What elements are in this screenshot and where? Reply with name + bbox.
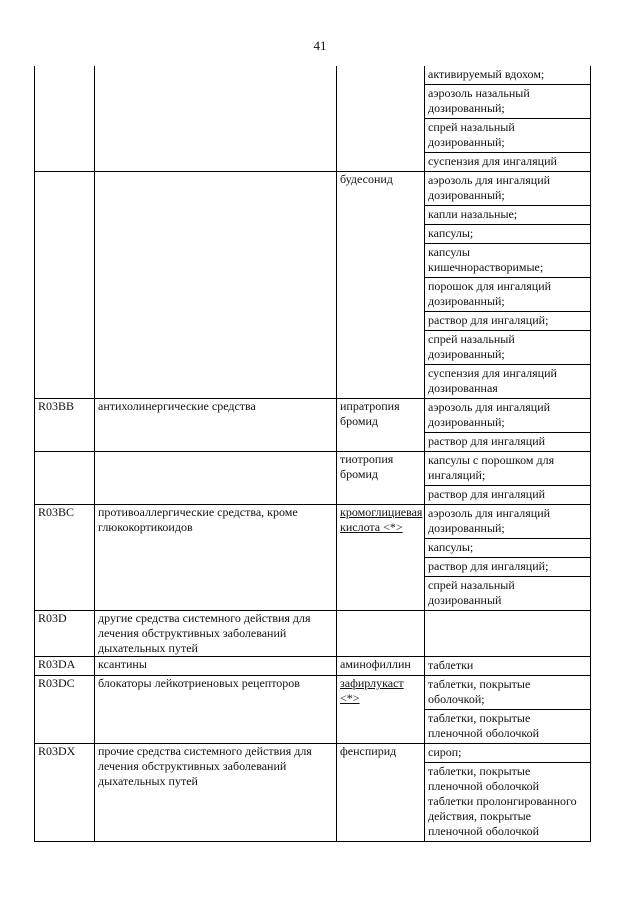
dosage-form: раствор для ингаляций; <box>425 558 590 577</box>
atc-code-cell <box>35 172 95 399</box>
table-body <box>35 66 591 842</box>
dosage-form: таблетки, покрытые оболочкой; <box>425 676 590 710</box>
group-name-cell <box>95 66 337 172</box>
dosage-form: спрей назальный дозированный <box>428 578 515 607</box>
atc-code-cell <box>35 452 95 505</box>
dosage-form: аэрозоль для ингаляций дозированный; <box>425 172 590 206</box>
inn-cell <box>337 66 425 172</box>
drug-table <box>34 66 591 842</box>
dosage-form: сироп; <box>425 744 590 763</box>
dosage-forms-cell <box>425 676 591 744</box>
page-number: 41 <box>313 38 327 53</box>
dosage-form: капсулы; <box>425 539 590 558</box>
table-row <box>35 66 591 172</box>
group-name-cell <box>95 452 337 505</box>
atc-code-cell: R03DX <box>35 744 95 842</box>
dosage-form: аэрозоль для ингаляций дозированный; <box>425 505 590 539</box>
dosage-form: спрей назальный дозированный; <box>425 119 590 153</box>
inn-cell <box>337 676 425 744</box>
inn-text: фенспирид <box>340 744 397 758</box>
dosage-form: таблетки, покрытые пленочной оболочкой таблетки пролонгированного действия, покрытые пленочной оболочкой <box>428 764 577 838</box>
dosage-form: суспензия для ингаляций дозированная <box>428 366 557 395</box>
dosage-form: капсулы кишечнорастворимые; <box>425 244 590 278</box>
table-row <box>35 399 591 452</box>
group-name-cell <box>95 172 337 399</box>
dosage-forms-cell <box>425 611 591 657</box>
group-name-cell: прочие средства системного действия для лечения обструктивных заболеваний дыхательных путей <box>95 744 337 842</box>
group-name-cell: антихолинергические средства <box>95 399 337 452</box>
dosage-form: аэрозоль назальный дозированный; <box>425 85 590 119</box>
inn-text: ипратропия бромид <box>340 399 400 428</box>
inn-link[interactable]: кромоглициевая кислота <*> <box>340 505 423 534</box>
dosage-form: аэрозоль для ингаляций дозированный; <box>425 399 590 433</box>
inn-cell <box>337 172 425 399</box>
dosage-form: капсулы с порошком для ингаляций; <box>425 452 590 486</box>
table-row <box>35 611 591 657</box>
inn-cell <box>337 744 425 842</box>
table-row <box>35 744 591 842</box>
dosage-form: активируемый вдохом; <box>425 66 590 85</box>
group-name-cell: другие средства системного действия для лечения обструктивных заболеваний дыхательных путей <box>95 611 337 657</box>
dosage-form: суспензия для ингаляций <box>428 154 557 168</box>
dosage-form: порошок для ингаляций дозированный; <box>425 278 590 312</box>
dosage-forms-cell <box>425 505 591 611</box>
inn-cell <box>337 399 425 452</box>
table-row <box>35 172 591 399</box>
table-row <box>35 657 591 676</box>
dosage-form: капсулы; <box>425 225 590 244</box>
table-row <box>35 676 591 744</box>
atc-code-cell: R03BB <box>35 399 95 452</box>
dosage-form: капли назальные; <box>425 206 590 225</box>
inn-cell <box>337 657 425 676</box>
group-name-cell: ксантины <box>95 657 337 676</box>
atc-code-cell: R03DC <box>35 676 95 744</box>
atc-code-cell: R03D <box>35 611 95 657</box>
inn-cell <box>337 452 425 505</box>
dosage-forms-cell <box>425 66 591 172</box>
atc-code-cell <box>35 66 95 172</box>
inn-text: аминофиллин <box>340 657 411 671</box>
inn-text: тиотропия бромид <box>340 452 394 481</box>
group-name-cell: противоаллергические средства, кроме глюкокортикоидов <box>95 505 337 611</box>
inn-link[interactable]: зафирлукаст <*> <box>340 676 404 705</box>
dosage-form: раствор для ингаляций <box>428 487 546 501</box>
dosage-forms-cell <box>425 452 591 505</box>
group-name-cell: блокаторы лейкотриеновых рецепторов <box>95 676 337 744</box>
table-row <box>35 452 591 505</box>
dosage-form: спрей назальный дозированный; <box>425 331 590 365</box>
dosage-form: таблетки, покрытые пленочной оболочкой <box>428 711 540 740</box>
atc-code-cell: R03DA <box>35 657 95 676</box>
inn-cell <box>337 505 425 611</box>
dosage-forms-cell <box>425 399 591 452</box>
dosage-forms-cell <box>425 744 591 842</box>
dosage-form: раствор для ингаляций <box>428 434 546 448</box>
atc-code-cell: R03BC <box>35 505 95 611</box>
dosage-form: таблетки <box>428 658 474 672</box>
dosage-form <box>425 611 590 629</box>
dosage-form: раствор для ингаляций; <box>425 312 590 331</box>
inn-text: будесонид <box>340 172 393 186</box>
table-row <box>35 505 591 611</box>
dosage-forms-cell <box>425 172 591 399</box>
inn-cell <box>337 611 425 657</box>
dosage-forms-cell <box>425 657 591 676</box>
